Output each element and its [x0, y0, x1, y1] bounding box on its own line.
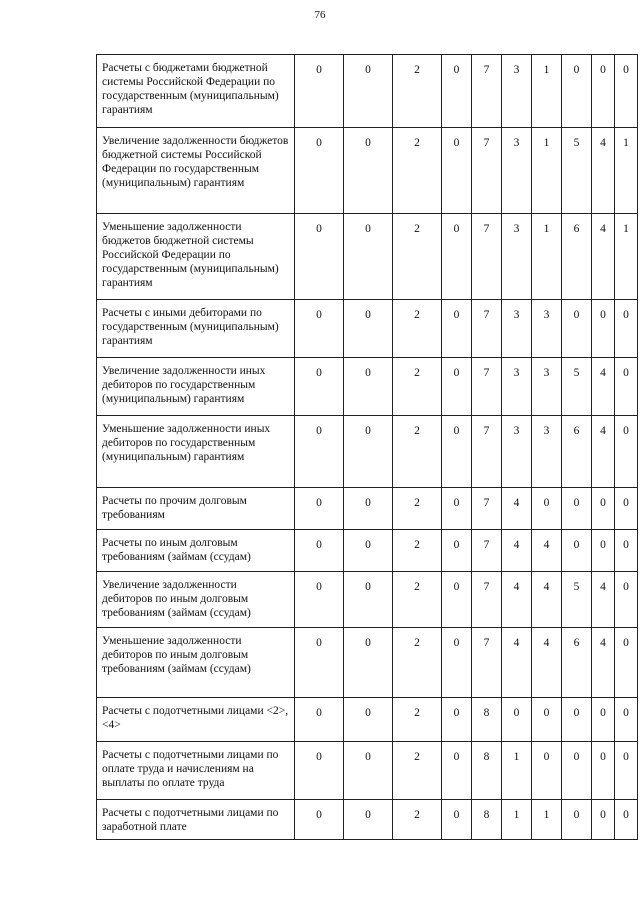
row-label: Расчеты с подотчетными лицами <2>, <4>: [97, 698, 295, 742]
code-digit-cell: 0: [442, 55, 472, 128]
code-digit-cell: 8: [472, 800, 502, 840]
row-label: Увеличение задолженности дебиторов по иным долговым требованиям (займам (ссудам): [97, 572, 295, 628]
code-digit-cell: 0: [295, 530, 344, 572]
code-digit-cell: 0: [344, 572, 393, 628]
code-digit-cell: 8: [472, 742, 502, 800]
code-digit-cell: 7: [472, 128, 502, 214]
code-digit-cell: 0: [344, 530, 393, 572]
code-digit-cell: 0: [562, 300, 592, 358]
code-digit-cell: 0: [344, 742, 393, 800]
row-label: Уменьшение задолженности иных дебиторов по государственным (муниципальным) гарантиям: [97, 416, 295, 488]
code-digit-cell: 4: [502, 530, 532, 572]
table-row: [97, 214, 638, 300]
code-digit-cell: 4: [592, 628, 615, 698]
code-digit-cell: 6: [562, 416, 592, 488]
code-digit-cell: 0: [562, 530, 592, 572]
page-number: 76: [314, 9, 326, 21]
table-row: [97, 628, 638, 698]
code-digit-cell: 4: [592, 214, 615, 300]
code-digit-cell: 0: [615, 800, 638, 840]
row-label: Уменьшение задолженности бюджетов бюджетной системы Российской Федерации по государственным (муниципальным) гарантиям: [97, 214, 295, 300]
code-digit-cell: 3: [532, 300, 562, 358]
code-digit-cell: 0: [344, 698, 393, 742]
code-digit-cell: 3: [502, 55, 532, 128]
code-digit-cell: 0: [615, 530, 638, 572]
code-digit-cell: 0: [562, 742, 592, 800]
code-digit-cell: 0: [615, 488, 638, 530]
code-digit-cell: 0: [562, 488, 592, 530]
code-digit-cell: 7: [472, 628, 502, 698]
code-digit-cell: 0: [615, 55, 638, 128]
code-digit-cell: 0: [344, 55, 393, 128]
code-digit-cell: 5: [562, 128, 592, 214]
code-digit-cell: 0: [295, 416, 344, 488]
code-digit-cell: 0: [592, 55, 615, 128]
code-digit-cell: 0: [532, 742, 562, 800]
code-digit-cell: 7: [472, 300, 502, 358]
code-digit-cell: 0: [442, 300, 472, 358]
row-label: Уменьшение задолженности дебиторов по иным долговым требованиям (займам (ссудам): [97, 628, 295, 698]
code-digit-cell: 2: [393, 488, 442, 530]
row-label: Увеличение задолженности бюджетов бюджетной системы Российской Федерации по государственным (муниципальным) гарантиям: [97, 128, 295, 214]
code-digit-cell: 0: [295, 128, 344, 214]
code-digit-cell: 7: [472, 55, 502, 128]
table-row: [97, 488, 638, 530]
code-digit-cell: 7: [472, 488, 502, 530]
table-row: [97, 55, 638, 128]
code-digit-cell: 0: [532, 698, 562, 742]
code-digit-cell: 2: [393, 628, 442, 698]
code-digit-cell: 0: [592, 300, 615, 358]
row-label: Расчеты с иными дебиторами по государственным (муниципальным) гарантиям: [97, 300, 295, 358]
table-row: [97, 128, 638, 214]
code-digit-cell: 0: [592, 742, 615, 800]
table-row: [97, 358, 638, 416]
code-digit-cell: 2: [393, 698, 442, 742]
code-digit-cell: 0: [442, 628, 472, 698]
code-digit-cell: 3: [502, 214, 532, 300]
code-digit-cell: 2: [393, 300, 442, 358]
code-digit-cell: 0: [442, 800, 472, 840]
code-digit-cell: 0: [442, 488, 472, 530]
code-digit-cell: 2: [393, 742, 442, 800]
code-digit-cell: 0: [615, 742, 638, 800]
code-digit-cell: 0: [615, 628, 638, 698]
code-digit-cell: 7: [472, 358, 502, 416]
code-digit-cell: 6: [562, 628, 592, 698]
code-digit-cell: 4: [502, 628, 532, 698]
code-digit-cell: 0: [442, 572, 472, 628]
code-digit-cell: 0: [615, 416, 638, 488]
code-digit-cell: 0: [532, 488, 562, 530]
code-digit-cell: 4: [592, 572, 615, 628]
code-digit-cell: 0: [592, 698, 615, 742]
code-digit-cell: 0: [295, 300, 344, 358]
code-digit-cell: 8: [472, 698, 502, 742]
code-digit-cell: 0: [344, 358, 393, 416]
code-digit-cell: 1: [615, 128, 638, 214]
code-digit-cell: 0: [442, 698, 472, 742]
table-row: [97, 530, 638, 572]
code-digit-cell: 0: [442, 416, 472, 488]
code-digit-cell: 4: [532, 530, 562, 572]
code-digit-cell: 4: [592, 416, 615, 488]
code-digit-cell: 7: [472, 530, 502, 572]
code-digit-cell: 0: [344, 628, 393, 698]
code-digit-cell: 2: [393, 416, 442, 488]
code-digit-cell: 5: [562, 572, 592, 628]
code-digit-cell: 0: [344, 300, 393, 358]
code-digit-cell: 7: [472, 572, 502, 628]
code-digit-cell: 0: [615, 300, 638, 358]
code-digit-cell: 0: [442, 358, 472, 416]
code-digit-cell: 1: [532, 55, 562, 128]
code-digit-cell: 7: [472, 416, 502, 488]
code-digit-cell: 1: [502, 800, 532, 840]
code-digit-cell: 4: [502, 572, 532, 628]
table-row: [97, 742, 638, 800]
code-digit-cell: 0: [442, 214, 472, 300]
code-digit-cell: 5: [562, 358, 592, 416]
table-row: [97, 300, 638, 358]
table-row: [97, 572, 638, 628]
code-digit-cell: 1: [502, 742, 532, 800]
row-label: Расчеты по прочим долговым требованиям: [97, 488, 295, 530]
code-digit-cell: 0: [295, 742, 344, 800]
code-digit-cell: 0: [442, 128, 472, 214]
row-label: Расчеты с подотчетными лицами по оплате труда и начислениям на выплаты по оплате труда: [97, 742, 295, 800]
code-digit-cell: 0: [615, 358, 638, 416]
code-digit-cell: 0: [295, 488, 344, 530]
code-digit-cell: 2: [393, 128, 442, 214]
code-digit-cell: 0: [442, 530, 472, 572]
row-label: Расчеты с бюджетами бюджетной системы Российской Федерации по государственным (муниципальным) гарантиям: [97, 55, 295, 128]
code-digit-cell: 1: [532, 128, 562, 214]
code-digit-cell: 0: [344, 214, 393, 300]
code-digit-cell: 2: [393, 358, 442, 416]
code-digit-cell: 0: [592, 530, 615, 572]
code-digit-cell: 0: [562, 55, 592, 128]
code-digit-cell: 1: [532, 214, 562, 300]
code-digit-cell: 1: [532, 800, 562, 840]
code-digit-cell: 0: [344, 488, 393, 530]
code-digit-cell: 4: [592, 358, 615, 416]
code-digit-cell: 0: [562, 698, 592, 742]
row-label: Расчеты по иным долговым требованиям (займам (ссудам): [97, 530, 295, 572]
code-digit-cell: 3: [532, 358, 562, 416]
code-digit-cell: 0: [295, 800, 344, 840]
code-digit-cell: 0: [295, 698, 344, 742]
code-digit-cell: 7: [472, 214, 502, 300]
code-digit-cell: 3: [502, 416, 532, 488]
code-digit-cell: 2: [393, 214, 442, 300]
row-label: Увеличение задолженности иных дебиторов по государственным (муниципальным) гарантиям: [97, 358, 295, 416]
code-digit-cell: 3: [502, 358, 532, 416]
code-digit-cell: 3: [532, 416, 562, 488]
code-digit-cell: 0: [615, 698, 638, 742]
code-digit-cell: 0: [344, 128, 393, 214]
code-digit-cell: 2: [393, 55, 442, 128]
code-digit-cell: 0: [295, 572, 344, 628]
code-digit-cell: 0: [344, 800, 393, 840]
code-digit-cell: 2: [393, 530, 442, 572]
account-codes-table: [96, 54, 638, 840]
code-digit-cell: 3: [502, 300, 532, 358]
code-digit-cell: 4: [532, 628, 562, 698]
code-digit-cell: 0: [295, 628, 344, 698]
code-digit-cell: 2: [393, 572, 442, 628]
code-digit-cell: 0: [442, 742, 472, 800]
code-digit-cell: 1: [615, 214, 638, 300]
code-digit-cell: 0: [344, 416, 393, 488]
code-digit-cell: 2: [393, 800, 442, 840]
table-row: [97, 800, 638, 840]
table-row: [97, 698, 638, 742]
code-digit-cell: 0: [295, 214, 344, 300]
code-digit-cell: 0: [592, 488, 615, 530]
code-digit-cell: 0: [562, 800, 592, 840]
code-digit-cell: 4: [532, 572, 562, 628]
code-digit-cell: 0: [295, 55, 344, 128]
table-row: [97, 416, 638, 488]
code-digit-cell: 0: [502, 698, 532, 742]
code-digit-cell: 4: [502, 488, 532, 530]
code-digit-cell: 0: [592, 800, 615, 840]
code-digit-cell: 6: [562, 214, 592, 300]
code-digit-cell: 0: [615, 572, 638, 628]
row-label: Расчеты с подотчетными лицами по заработной плате: [97, 800, 295, 840]
code-digit-cell: 0: [295, 358, 344, 416]
code-digit-cell: 3: [502, 128, 532, 214]
code-digit-cell: 4: [592, 128, 615, 214]
